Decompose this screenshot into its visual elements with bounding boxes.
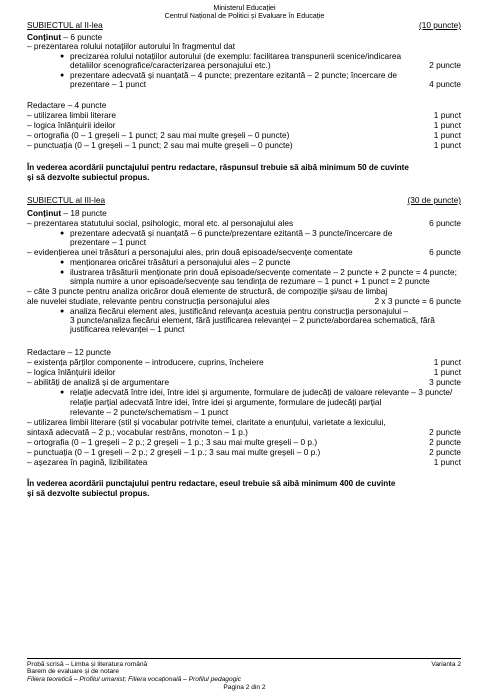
s3-note-2: și să dezvolte subiectul propus.: [27, 489, 150, 498]
s2-redactare-label: Redactare – 4 puncte: [27, 100, 107, 110]
s3-d2: analiza fiecărui element ales, justificând relevanța acestuia pentru construcția personajului –: [70, 306, 409, 316]
s3-a2b: prezentare – 1 punct: [70, 237, 147, 247]
s2-item-3b-points: 4 puncte: [429, 79, 461, 89]
footer-line-3: Filiera teoretică – Profilul umanist; Filiera vocațională – Profilul pedagogic: [27, 676, 242, 683]
footer-divider: [27, 658, 461, 659]
s3-f4-points: 1 punct: [433, 457, 461, 467]
s3-a2: prezentare adecvată și nuanțată – 6 puncte/prezentare ezitantă – 3 puncte/încercare de: [70, 228, 393, 238]
s2-r1-text: – utilizarea limbii literare: [27, 110, 116, 120]
s3-note-1: În vederea acordării punctajului pentru redactare, eseul trebuie să aibă minimum 400 de cuvinte: [27, 479, 396, 488]
s3-redactare-label: Redactare – 12 puncte: [27, 347, 111, 357]
center-header: Centrul Național de Politici și Evaluare în Educație: [164, 11, 325, 20]
s3-a1-points: 6 puncte: [429, 218, 461, 228]
bullet-icon: ●: [60, 269, 65, 276]
s2-title: SUBIECTUL al II-lea: [27, 20, 103, 30]
s3-e2-text: – logica înlănțuirii ideilor: [27, 367, 116, 377]
s3-f2-points: 2 puncte: [429, 437, 461, 447]
s2-continut-label: Conținut: [27, 32, 62, 42]
s3-f1-text: – utilizarea limbii literare (stil și vocabular potrivite temei, claritate a enunțului, varietate a lexicului,: [27, 417, 386, 427]
footer-line-1: Probă scrisă – Limba și literatura română: [27, 661, 148, 668]
s3-e4c: relevante – 2 puncte/schematism – 1 punct: [70, 407, 229, 417]
s3-f3-points: 2 puncte: [429, 447, 461, 457]
s2-item-2b-text: detaliilor scenografice/caracterizarea personajului etc.): [70, 60, 271, 70]
footer-line-2: Barem de evaluare și de notare: [27, 668, 120, 675]
s3-f4-text: – așezarea în pagină, lizibilitatea: [27, 457, 148, 467]
bullet-icon: ●: [60, 53, 65, 60]
s2-r4-points: 1 punct: [433, 140, 461, 150]
s2-points: (10 puncte): [419, 20, 461, 30]
s3-d2c: justificarea relevanței – 1 punct: [70, 324, 185, 334]
s3-e1-text: – existența părților componente – introducere, cuprins, încheiere: [27, 357, 264, 367]
s3-b3: ilustrarea trăsăturii menționate prin două episoade/secvențe comentate – 2 puncte + 2 puncte = 4 puncte;: [70, 267, 457, 277]
s3-e1-points: 1 punct: [433, 357, 461, 367]
s3-b3b: simpla numire a unor episoade/secvențe sau tendința de rezumare – 1 punct + 1 punct = 2 puncte: [70, 276, 430, 286]
s3-e4: relație adecvată între idei, între idei și argumente, formulare de judecăți de valoare relevante – 3 puncte/: [70, 387, 453, 397]
s2-continut-points: – 6 puncte: [61, 32, 103, 42]
s2-r1-points: 1 punct: [433, 110, 461, 120]
s3-d1-text: – câte 3 puncte pentru analiza oricăror două elemente de structură, de compoziție și/sau de limbaj: [27, 286, 388, 296]
s3-points: (30 de puncte): [407, 195, 461, 205]
s3-e2-points: 1 punct: [433, 367, 461, 377]
s3-b1-text: – evidențierea unei trăsături a personajului ales, prin două episoade/secvențe comentate: [27, 247, 353, 257]
s3-d1b-text: ale nuvelei studiate, relevante pentru construcția personajului ales: [27, 296, 270, 306]
s3-b1-points: 6 puncte: [429, 247, 461, 257]
s3-e3-text: – abilități de analiză și de argumentare: [27, 377, 170, 387]
s2-r3-points: 1 punct: [433, 130, 461, 140]
footer-variant: Varianta 2: [431, 661, 461, 668]
s2-item-2b-points: 2 puncte: [429, 60, 461, 70]
s3-b2: menționarea oricărei trăsături a personajului ales – 2 puncte: [70, 257, 291, 267]
s2-item-3b-text: prezentare – 1 punct: [70, 79, 147, 89]
s3-f1b-text: sintaxă adecvată – 2 p.; vocabular restrâns, monoton – 1 p.): [27, 427, 248, 437]
s3-d2b: 3 puncte/analiza fiecărui element, fără justificarea relevanței – 2 puncte/abordarea schematică, fără: [70, 315, 435, 325]
s2-note-2: și să dezvolte subiectul propus.: [27, 173, 150, 182]
s2-r2-points: 1 punct: [433, 120, 461, 130]
s3-f1b-points: 2 puncte: [429, 427, 461, 437]
s3-d1b-points: 2 x 3 puncte = 6 puncte: [374, 296, 461, 306]
ministry-header: Ministerul Educației: [213, 3, 276, 12]
s2-item-2: precizarea rolului notațiilor autorului (de exemplu: facilitarea transpunerii scenice/indicarea: [70, 51, 402, 61]
footer-page-number: Pagina 2 din 2: [223, 684, 266, 691]
bullet-icon: ●: [60, 308, 65, 315]
bullet-icon: ●: [60, 230, 65, 237]
s2-item-1-text: – prezentarea rolului notațiilor autorului în fragmentul dat: [27, 41, 236, 51]
bullet-icon: ●: [60, 72, 65, 79]
s3-continut-points: – 18 puncte: [61, 208, 107, 218]
s3-f3-text: – punctuația (0 – 1 greșeli – 2 p.; 2 greșeli – 1 p.; 3 sau mai multe greșeli – 0 p.): [27, 447, 321, 457]
s3-f2-text: – ortografia (0 – 1 greșeli – 2 p.; 2 greșeli – 1 p.; 3 sau mai multe greșeli – 0 p.): [27, 437, 318, 447]
s3-e4b: relație parțial adecvată între idei, între idei și argumente, formulare de judecăți parțial: [70, 397, 382, 407]
s2-r4-text: – punctuația (0 – 1 greșeli – 1 punct; 2 sau mai multe greșeli – 0 puncte): [27, 140, 293, 150]
bullet-icon: ●: [60, 389, 65, 396]
bullet-icon: ●: [60, 259, 65, 266]
s3-continut-label: Conținut: [27, 208, 62, 218]
s3-title: SUBIECTUL al III-lea: [27, 195, 106, 205]
s2-item-3: prezentare adecvată și nuanțată – 4 puncte; prezentare ezitantă – 2 puncte; încercare de: [70, 70, 398, 80]
s2-r3-text: – ortografia (0 – 1 greșeli – 1 punct; 2 sau mai multe greșeli – 0 puncte): [27, 130, 290, 140]
s2-r2-text: – logica înlănțuirii ideilor: [27, 120, 116, 130]
s3-a1-text: – prezentarea statutului social, psihologic, moral etc. al personajului ales: [27, 218, 294, 228]
s3-e3-points: 3 puncte: [429, 377, 461, 387]
s2-note-1: În vederea acordării punctajului pentru redactare, răspunsul trebuie să aibă minimum 50 de cuvinte: [27, 163, 409, 172]
